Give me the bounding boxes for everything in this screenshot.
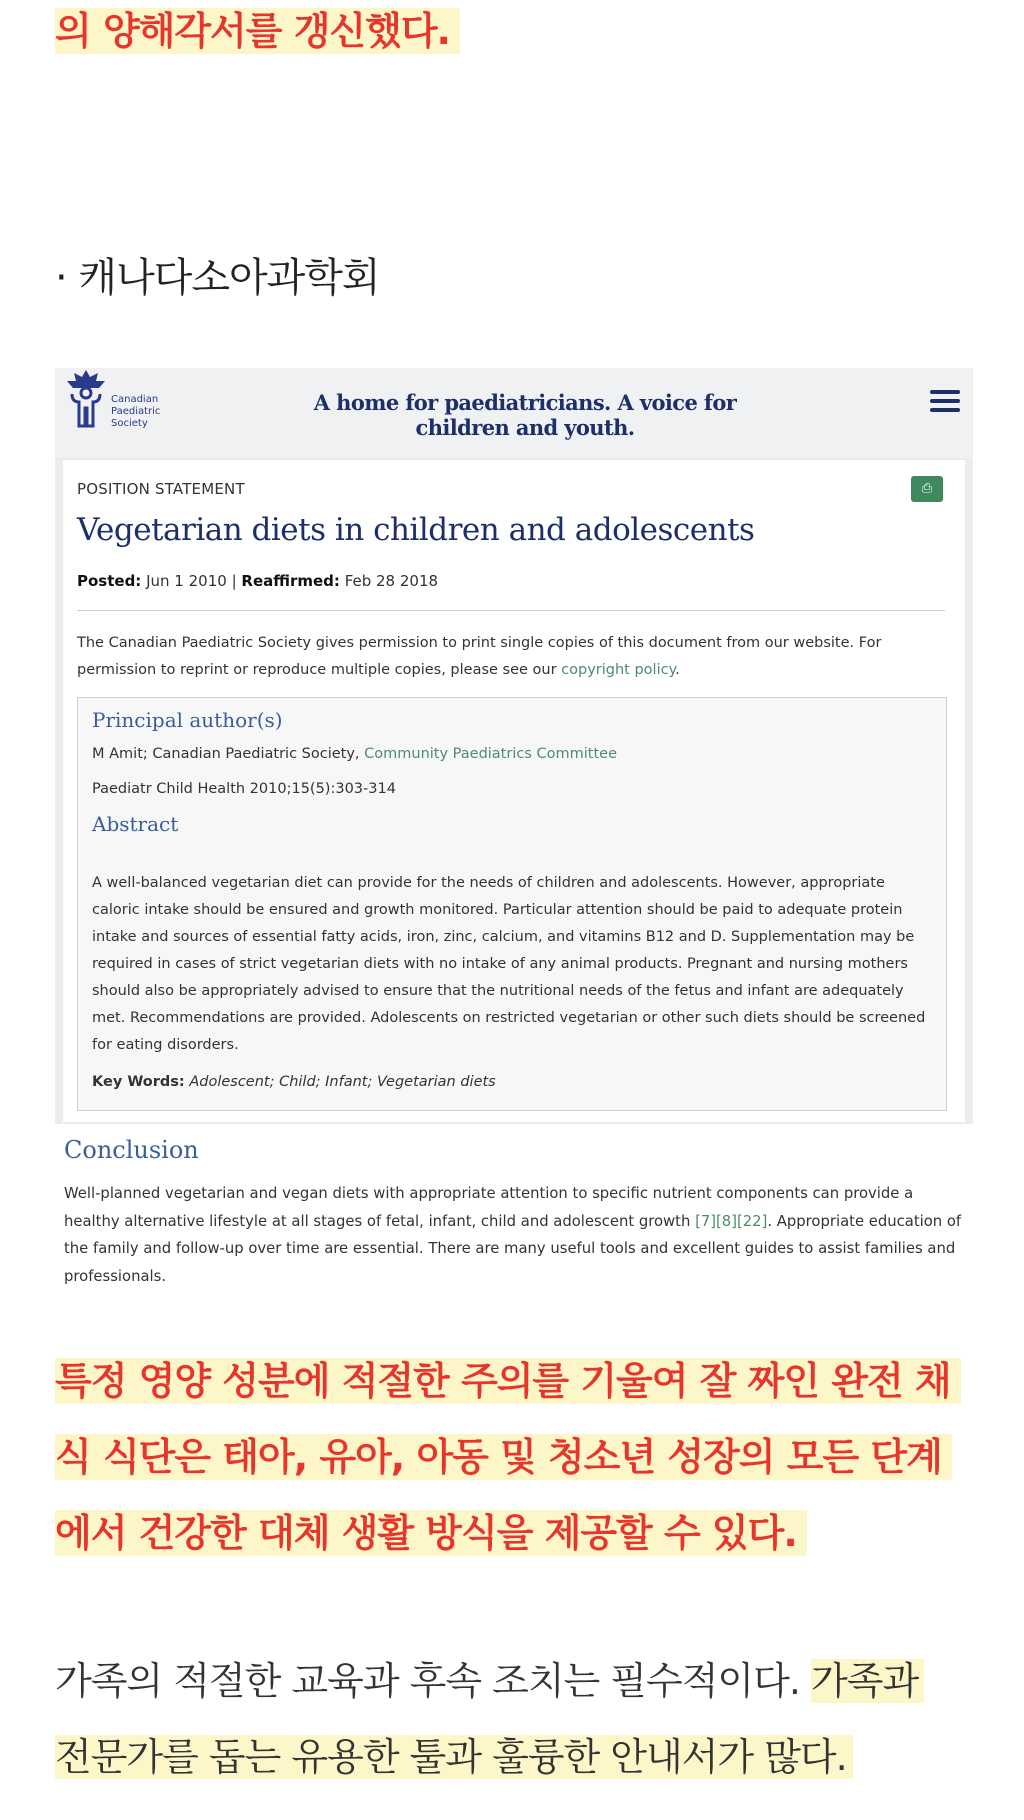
article-dates: Posted: Jun 1 2010 | Reaffirmed: Feb 28 2018 (77, 572, 439, 590)
korean-yellow-text: 가족과 (811, 1659, 924, 1703)
cps-logo-text: Canadian Paediatric Society (111, 394, 161, 429)
committee-link[interactable]: Community Paediatrics Committee (364, 746, 617, 762)
cps-tagline: A home for paediatricians. A voice for children and youth. (313, 390, 737, 440)
korean-red-paragraph (55, 1358, 961, 1586)
cps-header (55, 368, 973, 458)
cps-logo-icon (63, 368, 109, 430)
conclusion-heading: Conclusion (64, 1136, 199, 1164)
korean-plain-text: 가족의 적절한 교육과 후속 조치는 필수적이다. (55, 1659, 800, 1703)
bullet-heading: · 캐나다소아과학회 (55, 255, 380, 301)
korean-yellow-text: 전문가를 돕는 유용한 툴과 훌륭한 안내서가 많다. (55, 1735, 853, 1779)
abstract-heading: Abstract (92, 812, 179, 836)
article-card (63, 460, 965, 1122)
authors-heading: Principal author(s) (92, 708, 283, 732)
korean-red-line: 특정 영양 성분에 적절한 주의를 기울여 잘 짜인 완전 채 (55, 1358, 961, 1404)
conclusion-text: Well-planned vegetarian and vegan diets with appropriate attention to specific nutrient components can provide a healthy alternative lifestyle at all stages of fetal, infant, child and adolescent growth [7][8][22]. Appropriate education of the family and follow-up over time are essential. There are many useful tools and excellent guides to assist families and professionals. (64, 1185, 962, 1285)
copyright-policy-link[interactable]: copyright policy (561, 662, 676, 678)
korean-red-line: 에서 건강한 대체 생활 방식을 제공할 수 있다. (55, 1510, 807, 1556)
permission-text: The Canadian Paediatric Society gives permission to print single copies of this document from our website. For permission to reprint or reproduce multiple copies, please see our copyright policy. (77, 635, 882, 678)
cps-screenshot (55, 368, 973, 1124)
cps-logo[interactable] (63, 368, 173, 434)
print-icon[interactable]: ⎙ (911, 476, 943, 502)
korean-plain-paragraph (55, 1658, 924, 1810)
divider (77, 610, 945, 611)
article-kicker: POSITION STATEMENT (77, 480, 245, 498)
authors-line: M Amit; Canadian Paediatric Society, Community Paediatrics Committee (92, 746, 617, 762)
keywords-line: Key Words: Adolescent; Child; Infant; Vegetarian diets (92, 1074, 496, 1090)
article-title: Vegetarian diets in children and adolescents (77, 512, 755, 548)
hamburger-menu-icon[interactable] (930, 390, 960, 414)
abstract-text: A well-balanced vegetarian diet can provide for the needs of children and adolescents. However, appropriate caloric intake should be ensured and growth monitored. Particular attention should be paid to adequate protein intake and sources of essential fatty acids, iron, zinc, calcium, and vitamins B12 and D. Supplementation may be required in cases of strict vegetarian diets with no intake of any animal products. Pregnant and nursing mothers should also be appropriately advised to ensure that the nutritional needs of the fetus and infant are adequately met. Recommendations are provided. Adolescents on restricted vegetarian or other such diets should be screened for eating disorders. (92, 875, 926, 1053)
citation: Paediatr Child Health 2010;15(5):303-314 (92, 781, 396, 797)
korean-red-line: 식 식단은 태아, 유아, 아동 및 청소년 성장의 모든 단계 (55, 1434, 952, 1480)
top-highlight-text: 의 양해각서를 갱신했다. (55, 8, 460, 54)
summary-box (77, 697, 947, 1111)
reference-links[interactable]: [7][8][22] (695, 1212, 768, 1230)
